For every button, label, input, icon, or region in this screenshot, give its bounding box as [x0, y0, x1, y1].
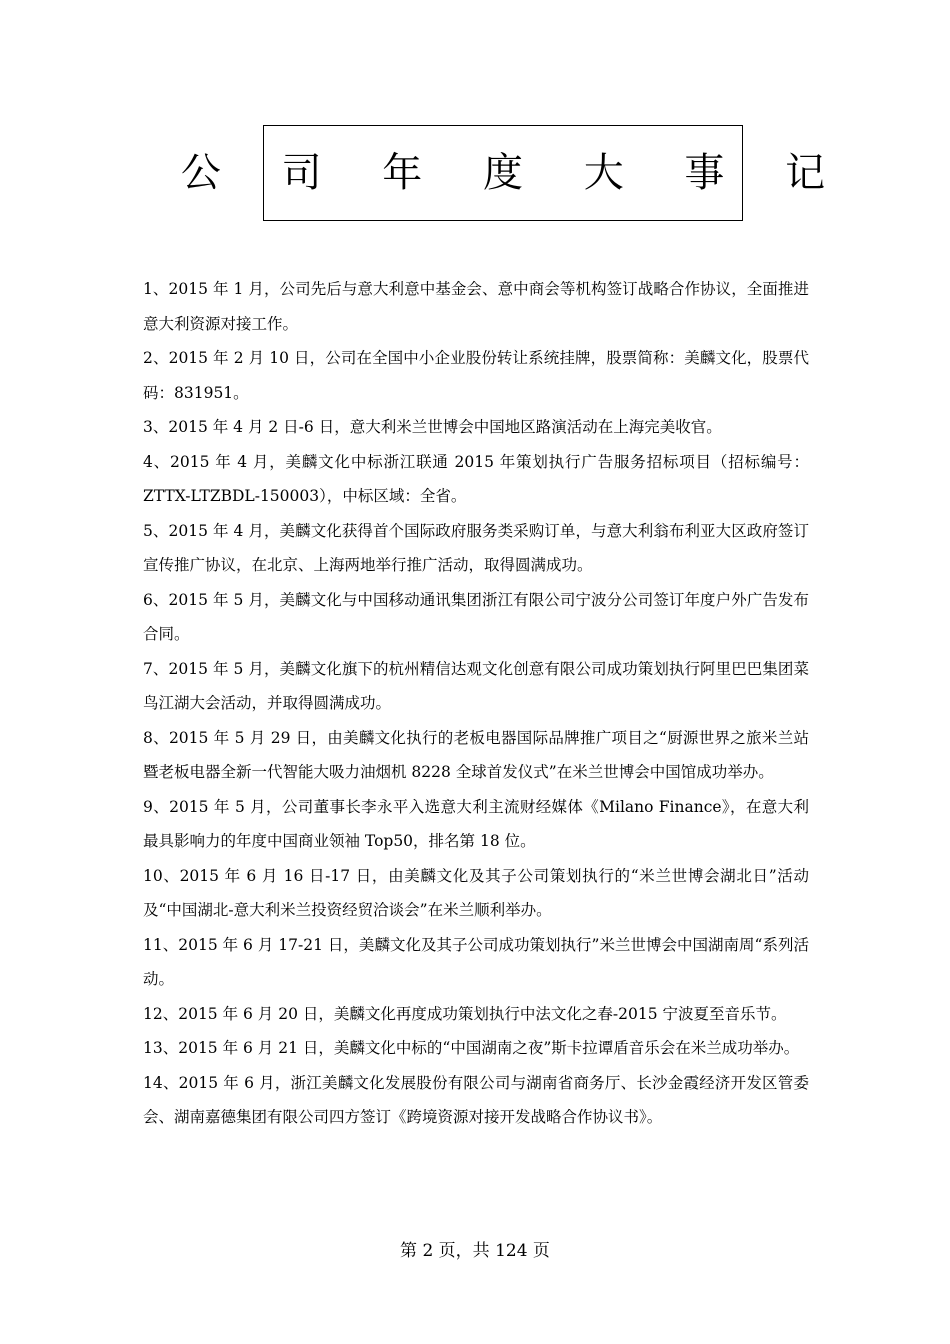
- document-title: 公 司 年 度 大 事 记: [180, 150, 850, 196]
- event-item: 2、2015 年 2 月 10 日，公司在全国中小企业股份转让系统挂牌，股票简称：美麟文化，股票代码：831951。: [143, 349, 809, 402]
- event-item: 14、2015 年 6 月，浙江美麟文化发展股份有限公司与湖南省商务厅、长沙金霞经济开发区管委会、湖南嘉德集团有限公司四方签订《跨境资源对接开发战略合作协议书》。: [143, 1073, 809, 1126]
- event-item: 11、2015 年 6 月 17-21 日，美麟文化及其子公司成功策划执行”米兰世博会中国湖南周“系列活动。: [143, 935, 809, 988]
- page-footer: [0, 1238, 950, 1264]
- title-box: [180, 125, 850, 221]
- event-item: 9、2015 年 5 月，公司董事长李永平入选意大利主流财经媒体《Milano Finance》，在意大利最具影响力的年度中国商业领袖 Top50，排名第 18 位。: [143, 797, 809, 850]
- event-item: 8、2015 年 5 月 29 日，由美麟文化执行的老板电器国际品牌推广项目之“厨源世界之旅米兰站暨老板电器全新一代智能大吸力油烟机 8228 全球首发仪式”在米兰世博会中国馆成功举办。: [143, 728, 809, 781]
- event-item: 4、2015 年 4 月，美麟文化中标浙江联通 2015 年策划执行广告服务招标项目（招标编号：ZTTX-LTZBDL-150003），中标区域：全省。: [143, 452, 809, 505]
- event-item: 5、2015 年 4 月，美麟文化获得首个国际政府服务类采购订单，与意大利翁布利亚大区政府签订宣传推广协议，在北京、上海两地举行推广活动，取得圆满成功。: [143, 521, 809, 574]
- page-number: 第 2 页，共 124 页: [400, 1241, 550, 1261]
- event-item: 6、2015 年 5 月，美麟文化与中国移动通讯集团浙江有限公司宁波分公司签订年度户外广告发布合同。: [143, 590, 809, 643]
- event-item: 3、2015 年 4 月 2 日-6 日，意大利米兰世博会中国地区路演活动在上海完美收官。: [143, 418, 722, 436]
- event-item: 7、2015 年 5 月，美麟文化旗下的杭州精信达观文化创意有限公司成功策划执行阿里巴巴集团菜鸟江湖大会活动，并取得圆满成功。: [143, 659, 809, 712]
- events-list: [143, 272, 809, 1135]
- event-item: 13、2015 年 6 月 21 日，美麟文化中标的“中国湖南之夜”斯卡拉谭盾音乐会在米兰成功举办。: [143, 1039, 800, 1057]
- event-item: 10、2015 年 6 月 16 日-17 日，由美麟文化及其子公司策划执行的“米兰世博会湖北日”活动及“中国湖北-意大利米兰投资经贸洽谈会”在米兰顺利举办。: [143, 866, 809, 919]
- event-item: 1、2015 年 1 月，公司先后与意大利意中基金会、意中商会等机构签订战略合作协议，全面推进意大利资源对接工作。: [143, 280, 809, 333]
- event-item: 12、2015 年 6 月 20 日，美麟文化再度成功策划执行中法文化之春-2015 宁波夏至音乐节。: [143, 1004, 787, 1023]
